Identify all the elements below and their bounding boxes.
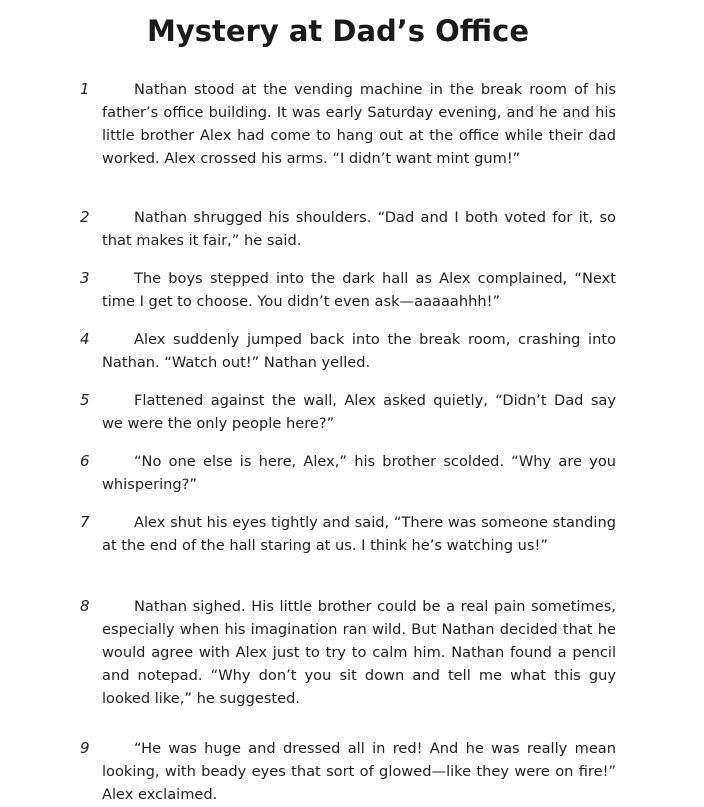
paragraph-text: Nathan stood at the vending machine in the break room of his father’s office building. It was early Saturday evening, and he and his little brother Alex had come to hang out at the office while their dad worked. Alex crossed his arms. “I didn’t want mint gum!”	[102, 81, 616, 167]
paragraph-text: Nathan shrugged his shoulders. “Dad and I both voted for it, so that makes it fair,” he said.	[102, 209, 616, 249]
story-title: Mystery at Dad’s Office	[146, 14, 529, 48]
paragraph-number: 7	[80, 513, 90, 531]
paragraph-number: 1	[80, 80, 90, 98]
paragraph-text: The boys stepped into the dark hall as Alex complained, “Next time I get to choose. You didn’t even ask—aaaaahhh!”	[102, 270, 616, 310]
paragraph-number: 5	[80, 391, 90, 409]
paragraph-text: Alex shut his eyes tightly and said, “There was someone standing at the end of the hall staring at us. I think he’s watching us!”	[102, 514, 616, 554]
paragraph-number: 2	[80, 208, 90, 226]
paragraph-text: “No one else is here, Alex,” his brother scolded. “Why are you whispering?”	[102, 453, 616, 493]
paragraph-number: 4	[80, 330, 90, 348]
paragraph-text: Nathan sighed. His little brother could be a real pain sometimes, especially when his imagination ran wild. But Nathan decided that he would agree with Alex just to try to calm him. Nathan found a pencil and notepad. “Why don’t you sit down and tell me what this guy looked like,” he suggested.	[102, 598, 616, 707]
paragraph-text: Flattened against the wall, Alex asked quietly, “Didn’t Dad say we were the only people here?”	[102, 392, 616, 432]
paragraph-number: 6	[80, 452, 90, 470]
paragraph-number: 8	[80, 597, 90, 615]
paragraph-number: 3	[80, 269, 90, 287]
paragraph-text: Alex suddenly jumped back into the break room, crashing into Nathan. “Watch out!” Nathan yelled.	[102, 331, 616, 371]
paragraph-number: 9	[80, 739, 90, 757]
paragraph-text: “He was huge and dressed all in red! And he was really mean looking, with beady eyes that sort of glowed—like they were on fire!” Alex exclaimed.	[102, 740, 616, 803]
